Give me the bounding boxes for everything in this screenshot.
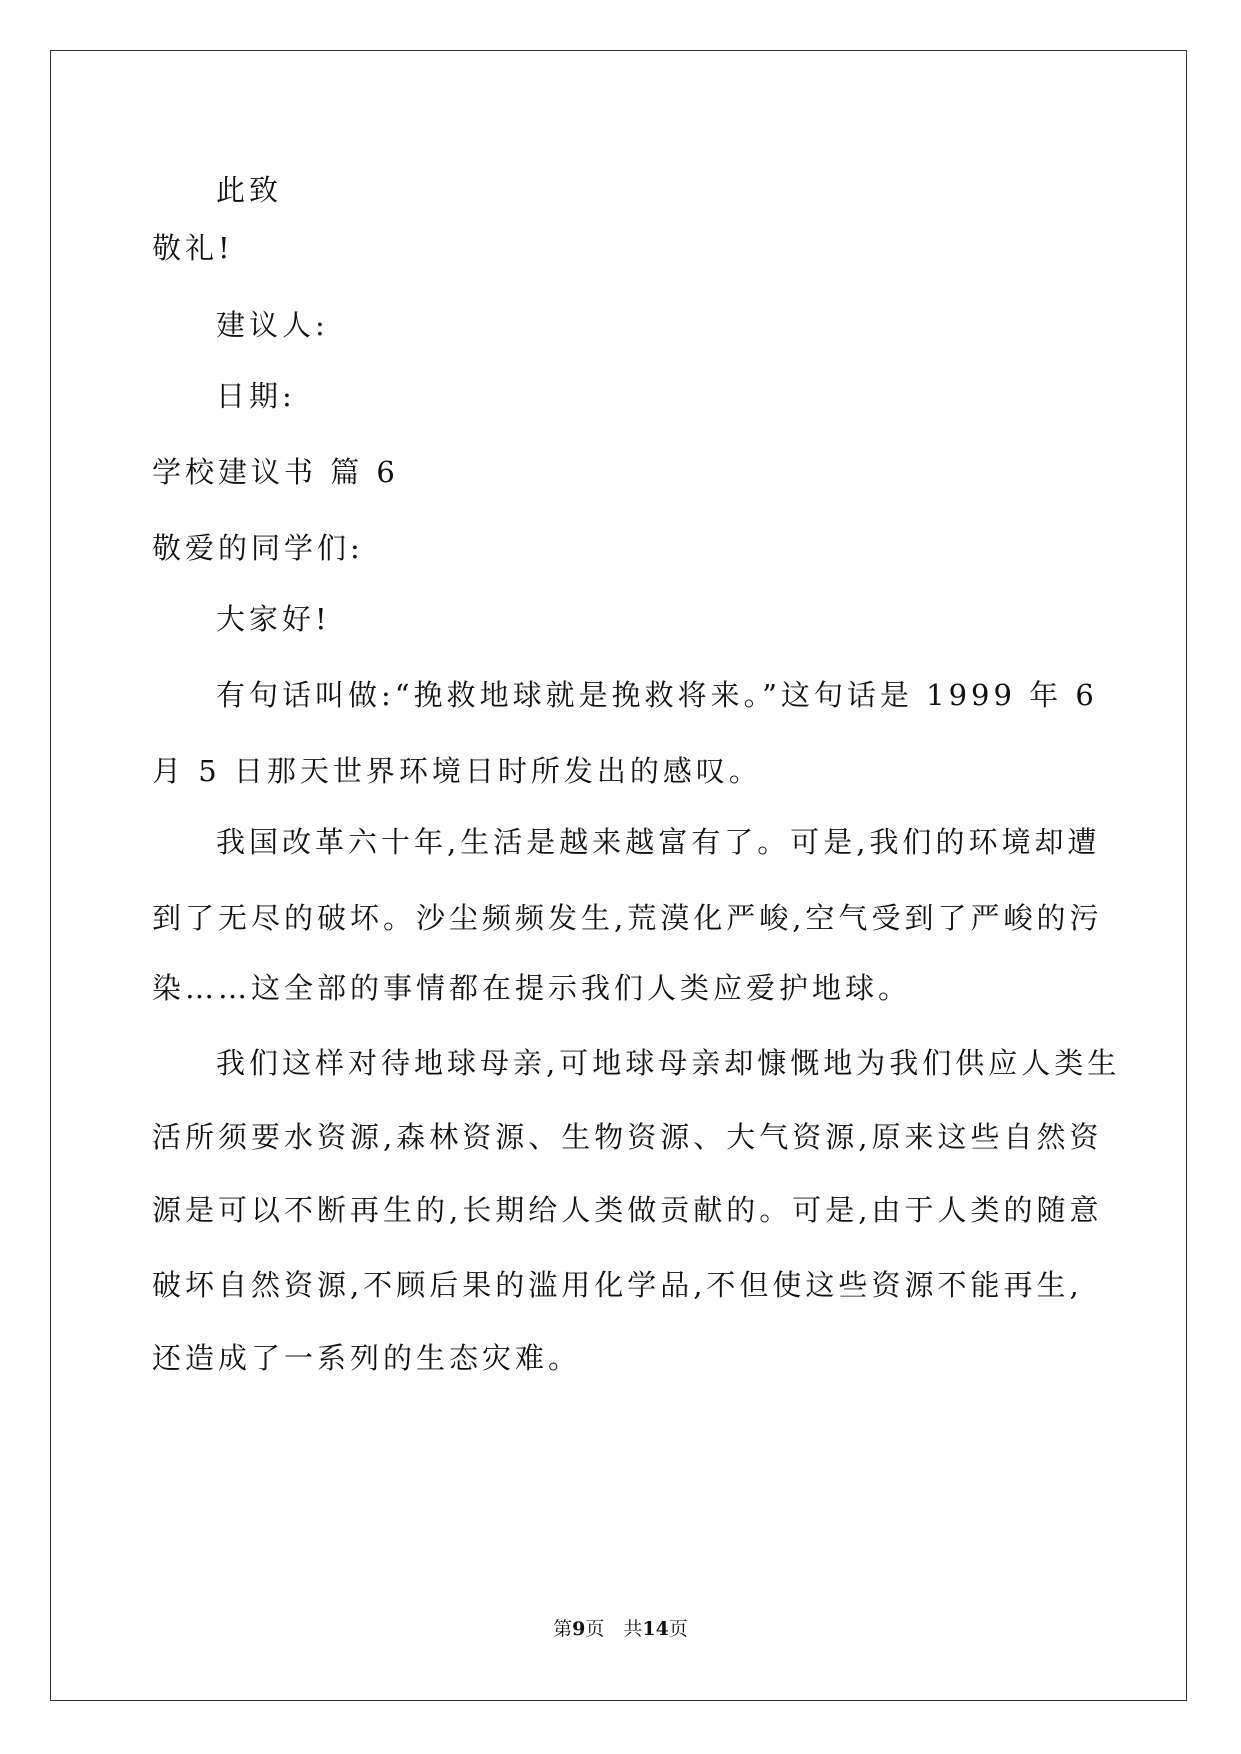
footer-total-pages: 14 — [642, 1618, 669, 1640]
greeting-recipient: 敬爱的同学们: — [152, 531, 364, 565]
footer-middle: 页 共 — [585, 1618, 643, 1640]
paragraph-line: 我们这样对待地球母亲,可地球母亲却慷慨地为我们供应人类生 — [216, 1046, 1121, 1080]
footer-prefix: 第 — [553, 1618, 573, 1640]
footer-current-page: 9 — [572, 1618, 586, 1640]
date-label: 日期: — [216, 379, 296, 413]
paragraph-line: 破坏自然资源,不顾后果的滥用化学品,不但使这些资源不能再生, — [152, 1268, 1083, 1302]
page-number-footer — [0, 1617, 1241, 1641]
paragraph-line: 源是可以不断再生的,长期给人类做贡献的。可是,由于人类的随意 — [152, 1193, 1103, 1227]
section-heading: 学校建议书 篇 6 — [152, 455, 399, 489]
paragraph-line: 到了无尽的破坏。沙尘频频发生,荒漠化严峻,空气受到了严峻的污 — [152, 901, 1103, 935]
footer-suffix: 页 — [668, 1618, 688, 1640]
greeting-hello: 大家好! — [216, 602, 331, 636]
paragraph-line: 有句话叫做:“挽救地球就是挽救将来。”这句话是 1999 年 6 — [216, 678, 1098, 712]
paragraph-line: 月 5 日那天世界环境日时所发出的感叹。 — [152, 754, 762, 788]
paragraph-line: 活所须要水资源,森林资源、生物资源、大气资源,原来这些自然资 — [152, 1120, 1103, 1154]
closing-salutation: 此致 — [216, 173, 283, 207]
paragraph-line: 我国改革六十年,生活是越来越富有了。可是,我们的环境却遭 — [216, 825, 1101, 859]
page-border — [50, 50, 1187, 1701]
paragraph-line: 还造成了一系列的生态灾难。 — [152, 1341, 582, 1375]
closing-regards: 敬礼! — [152, 231, 234, 265]
signer-label: 建议人: — [216, 308, 329, 342]
paragraph-line: 染……这全部的事情都在提示我们人类应爱护地球。 — [152, 971, 912, 1005]
